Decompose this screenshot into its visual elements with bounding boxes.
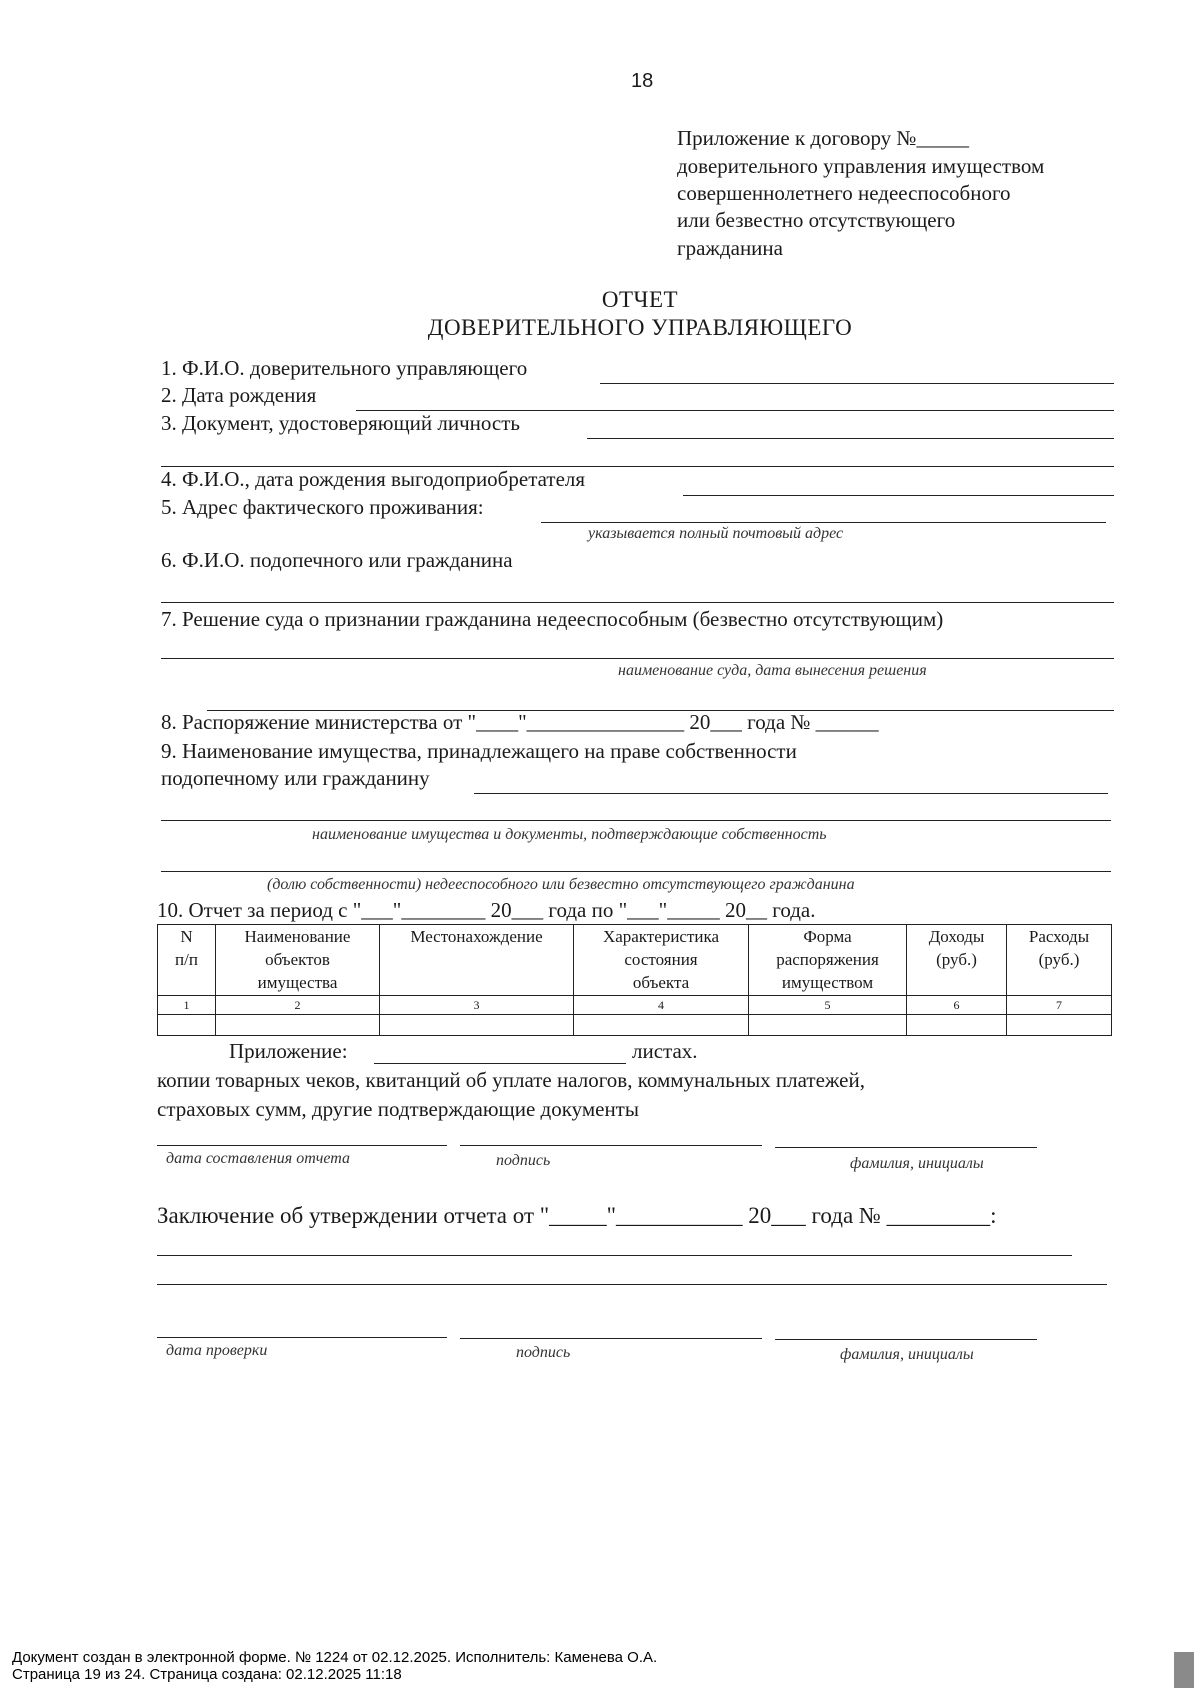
field-ward-line[interactable] (161, 602, 1114, 603)
table-cell[interactable] (380, 1015, 574, 1036)
verification-name-line[interactable] (775, 1339, 1037, 1340)
table-number-row (158, 996, 1112, 1015)
field-address-label: 5. Адрес фактического проживания: (161, 495, 484, 519)
attachment-description: копии товарных чеков, квитанций об уплате налогов, коммунальных платежей, (157, 1068, 865, 1092)
appendix-line: совершеннолетнего недееспособного (677, 181, 1011, 205)
table-cell: 2 (216, 996, 380, 1015)
table-row[interactable] (158, 1015, 1112, 1036)
signature-name-line[interactable] (775, 1147, 1037, 1148)
table-header-cell: Доходы (руб.) (907, 925, 1007, 996)
field-property-label-2: подопечному или гражданину (161, 766, 430, 790)
table-header-cell: Наименование объектов имущества (216, 925, 380, 996)
table-cell: 3 (380, 996, 574, 1015)
verification-sign-hint: подпись (516, 1344, 571, 1361)
signature-sign-line[interactable] (460, 1145, 762, 1146)
field-property-line-2[interactable] (161, 820, 1111, 821)
footer-page-info: Страница 19 из 24. Страница создана: 02.12.2025 11:18 (12, 1666, 402, 1683)
conclusion-field[interactable]: Заключение об утверждении отчета от "_____"___________ 20___ года № _________: (157, 1203, 997, 1228)
page-number: 18 (631, 70, 654, 92)
table-header-cell: Характеристика состояния объекта (574, 925, 749, 996)
table-header-cell: Местонахождение (380, 925, 574, 996)
field-report-period[interactable]: 10. Отчет за период с "___"________ 20___ года по "___"_____ 20__ года. (157, 898, 816, 922)
field-id-document-label: 3. Документ, удостоверяющий личность (161, 411, 520, 435)
appendix-line: Приложение к договору №_____ (677, 126, 969, 150)
table-cell: 1 (158, 996, 216, 1015)
table-cell: 6 (907, 996, 1007, 1015)
table-cell[interactable] (158, 1015, 216, 1036)
signature-name-hint: фамилия, инициалы (850, 1155, 984, 1172)
emblem-icon (1174, 1652, 1194, 1688)
verification-name-hint: фамилия, инициалы (840, 1346, 974, 1363)
report-table (157, 924, 1112, 1036)
table-cell[interactable] (574, 1015, 749, 1036)
field-court-decision-hint: наименование суда, дата вынесения решения (618, 662, 927, 679)
attachment-sheets-line[interactable] (374, 1063, 626, 1064)
verification-sign-line[interactable] (460, 1338, 762, 1339)
table-cell: 5 (749, 996, 907, 1015)
signature-date-hint: дата составления отчета (166, 1150, 351, 1167)
field-address-hint: указывается полный почтовый адрес (588, 525, 844, 542)
attachment-label: Приложение: (229, 1039, 348, 1063)
table-header-row (158, 925, 1112, 996)
field-birthdate-label: 2. Дата рождения (161, 383, 317, 407)
field-court-decision-line[interactable] (161, 658, 1114, 659)
footer-document-info: Документ создан в электронной форме. № 1224 от 02.12.2025. Исполнитель: Каменева О.А. (12, 1649, 658, 1666)
field-beneficiary-label: 4. Ф.И.О., дата рождения выгодоприобретателя (161, 467, 586, 491)
field-property-hint: наименование имущества и документы, подтверждающие собственность (312, 826, 827, 843)
verification-date-hint: дата проверки (166, 1342, 268, 1359)
table-cell[interactable] (907, 1015, 1007, 1036)
conclusion-line[interactable] (157, 1255, 1072, 1256)
field-property-line[interactable] (474, 793, 1108, 794)
table-header-cell: Форма распоряжения имуществом (749, 925, 907, 996)
field-ministry-order[interactable]: 8. Распоряжение министерства от "____"_______________ 20___ года № ______ (161, 710, 879, 734)
table-cell: 7 (1007, 996, 1112, 1015)
field-address-line[interactable] (541, 522, 1106, 523)
appendix-line: или безвестно отсутствующего (677, 208, 956, 232)
table-header-cell: Расходы (руб.) (1007, 925, 1112, 996)
field-ward-label: 6. Ф.И.О. подопечного или гражданина (161, 548, 513, 572)
appendix-line: гражданина (677, 236, 783, 260)
table-header-cell: N п/п (158, 925, 216, 996)
table-cell: 4 (574, 996, 749, 1015)
field-court-decision-label: 7. Решение суда о признании гражданина недееспособным (безвестно отсутствующим) (161, 607, 944, 631)
attachment-description-2: страховых сумм, другие подтверждающие документы (157, 1097, 639, 1121)
field-beneficiary-line[interactable] (683, 495, 1114, 496)
report-subtitle: ДОВЕРИТЕЛЬНОГО УПРАВЛЯЮЩЕГО (427, 315, 853, 340)
appendix-line: доверительного управления имуществом (677, 154, 1045, 178)
field-property-line-3[interactable] (161, 871, 1111, 872)
verification-date-line[interactable] (157, 1337, 447, 1338)
report-title: ОТЧЕТ (601, 287, 679, 312)
table-cell[interactable] (216, 1015, 380, 1036)
signature-date-line[interactable] (157, 1145, 447, 1146)
attachment-sheets-label: листах. (632, 1039, 698, 1063)
field-id-document-line[interactable] (587, 438, 1114, 439)
table-cell[interactable] (1007, 1015, 1112, 1036)
field-manager-name-line[interactable] (600, 383, 1114, 384)
field-property-label: 9. Наименование имущества, принадлежащего на праве собственности (161, 739, 797, 763)
conclusion-line-2[interactable] (157, 1284, 1107, 1285)
field-manager-name-label: 1. Ф.И.О. доверительного управляющего (161, 356, 528, 380)
table-cell[interactable] (749, 1015, 907, 1036)
field-property-share-hint: (долю собственности) недееспособного или безвестно отсутствующего гражданина (267, 876, 855, 893)
signature-sign-hint: подпись (496, 1152, 551, 1169)
